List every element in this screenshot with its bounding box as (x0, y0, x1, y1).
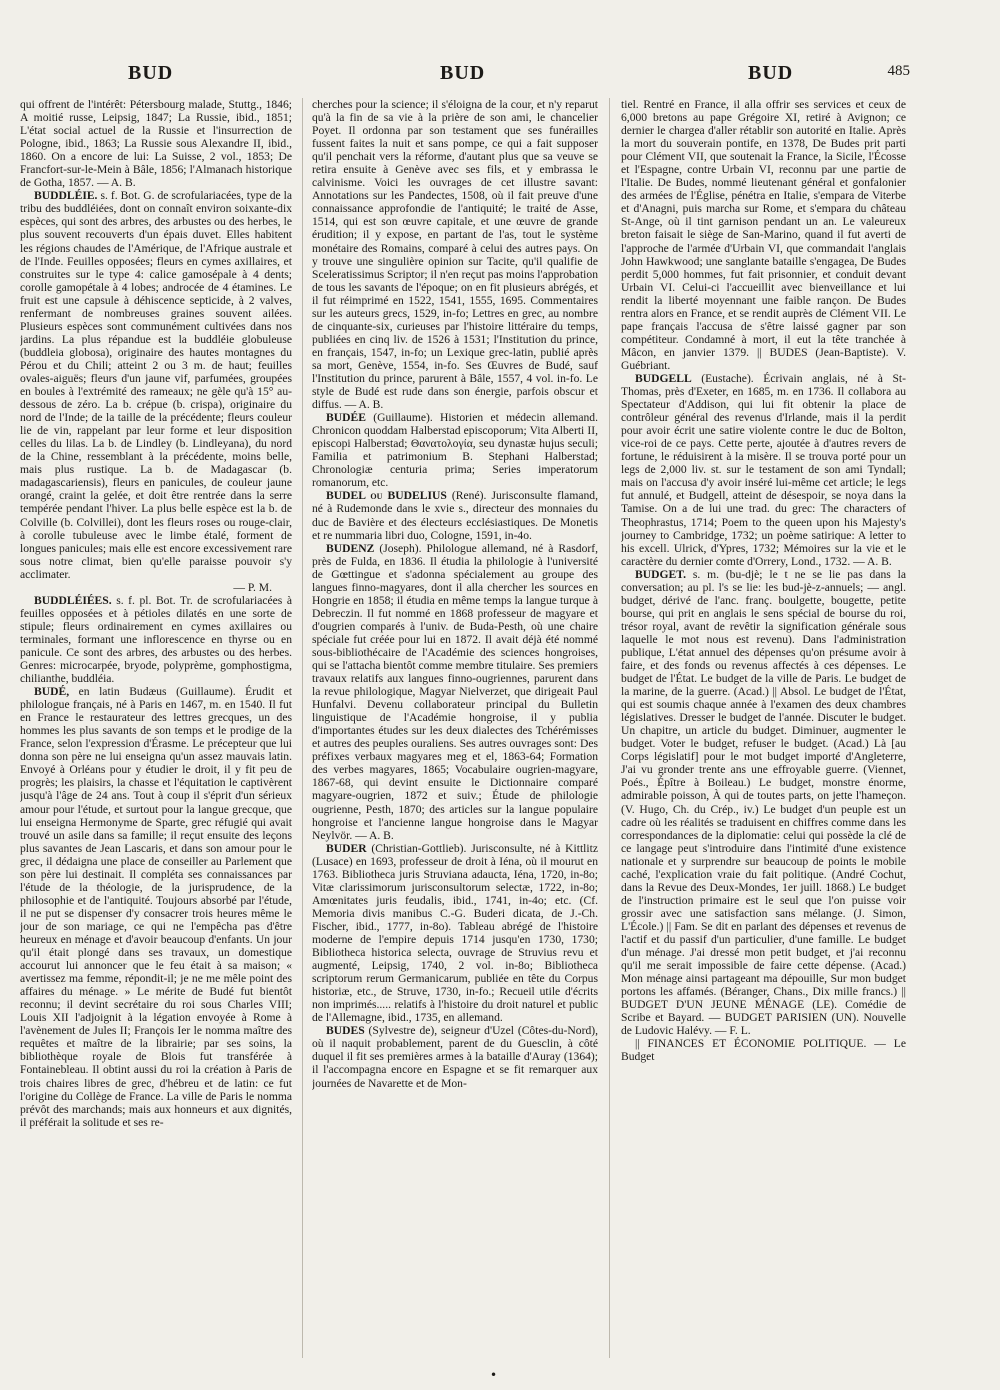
column-1 (20, 98, 292, 1388)
headword: BUDEL ou BUDELIUS (326, 489, 447, 503)
headword: BUDÉ, (34, 685, 70, 699)
entry-body: (René). Jurisconsulte flamand, né à Rudemonde dans le xvie s., directeur des monnaies du duc de Bavière et des électeurs ecclésiastiques. De Monetis et re nummaria libri duo, Cologne, 1591, in-4o. (312, 489, 598, 542)
entry-body: en latin Budæus (Guillaume). Érudit et philologue français, né à Paris en 1467, m. en 1540. Il fut en France le restaurateur des lettres grecques, un des hommes les plus savants de son temps et le prodige de la France, selon l'expression d'Érasme. Le précepteur que lui donna son père ne lui enseigna qu'un assez mauvais latin. Envoyé à Orléans pour y étudier le droit, il y fit peu de progrès; les plaisirs, la chasse et l'équitation le captivèrent jusqu'à l'âge de 24 ans. Tout à coup il s'éprit d'un sérieux amour pour l'étude, et surtout pour la langue grecque, que lui enseigna Hermonyme de Sparte, grec réfugié qui avait trouvé un asile dans sa famille; il reçut ensuite des leçons plus savantes de Jean Lascaris, et dans son amour pour le grec, il dédaigna une place de conseiller au Parlement que son père lui destinait. Il compléta ses connaissances par l'étude de la théologie, de la jurisprudence, de la philosophie et de l'antiquité. Toujours absorbé par l'étude, il ne put se dispenser d'y consacrer trois heures même le jour de son mariage, ce qui ne l'empêcha pas d'être heureux en ménage et d'avoir beaucoup d'enfants. Un jour qu'il était plongé dans ses travaux, un domestique accourut lui annoncer que le feu était à sa maison; « avertissez ma femme, répondit-il; je ne me mêle point des affaires du ménage. » Le mérite de Budé fut bientôt reconnu; il devint secrétaire du roi sous Charles VIII; Louis XII l'adjoignit à la légation envoyée à Rome à l'avènement de Jules II; François Ier le nomma maître des requêtes et maître de la librairie; par ses soins, la bibliothèque royale de Blois fut transférée à Fontainebleau. Il obtint aussi du roi la création à Paris de trois chaires libres de grec, d'hébreu et de latin: ce fut l'origine du Collège de France. La ville de Paris le nomma prévôt des marchands; mais aux honneurs et aux dignités, il préférait la solitude et ses re- (20, 685, 292, 1129)
column-3 (621, 98, 906, 1388)
entry-body: (Eustache). Écrivain anglais, né à St-Thomas, près d'Exeter, en 1685, m. en 1736. Il collabora au Spectateur d'Addison, qui lui fit obtenir la place de contrôleur général des revenus d'Irlande, mais il la perdit pour avoir écrit une satire violente contre le duc de Bolton, vice-roi de ce pays. Cette perte, ajoutée à d'autres revers de fortune, le réduisirent à la misère. Il se trouva porté pour un legs de 2,000 liv. st. sur le testament de son ami Tyndall; mais on l'accusa d'y avoir inséré lui-même cet article; le legs fut annulé, et Budgell, atteint de désespoir, se noya dans la Tamise. On a de lui une trad. du grec: The characters of Theophrastus, 1714; Poem to the queen upon his Majesty's journey to Cambridge, 1732; un poème satirique: A letter to his excell. Ulrick, d'Ypres, 1732; Mémoires sur la vie et le caractère du dernier comte d'Orrery, Lond., 1732. — A. B. (621, 371, 906, 568)
entry-body: (Sylvestre de), seigneur d'Uzel (Côtes-du-Nord), où il naquit probablement, parent de du Guesclin, à côté duquel il fit ses premières armes à la bataille d'Auray (1364); il l'accompagna encore en Espagne et se fit remarquer aux journées de Navarette et de Mon- (312, 1024, 598, 1090)
continued-paragraph: qui offrent de l'intérêt: Pétersbourg malade, Stuttg., 1846; A moitié russe, Leipsig, 1847; La Russie, ibid., 1851; L'état social actuel de la Russie et l'insurrection de Pologne, ibid., 1863; La Russie sous Alexandre II, ibid., 1860. On a encore de lui: La Suisse, 2 vol., 1853; De Francfort-sur-le-Mein à Bâle, 1856; l'Almanach historique de Gotha, 1857. — A. B. (20, 98, 292, 190)
headword: BUDGELL (635, 371, 692, 385)
entry-budes (312, 1024, 598, 1089)
entry-budget-finances: || FINANCES ET ÉCONOMIE POLITIQUE. — Le Budget (621, 1037, 906, 1064)
running-head-right: BUD (748, 62, 794, 84)
running-head-left: BUD (128, 62, 174, 84)
entry-body: s. m. (bu-djè; le t ne se lie pas dans la conversation; au pl. l's se lie: les bud-jè-z-annuels; — angl. budget, dérivé de l'anc. franç. boulgette, bougette, petite bourse, qui prit en anglais le sens spécial de bourse du roi, trésor royal, avant de revêtir la signification générale sous laquelle le mot nous est revenu). Dans l'administration publique, L'état annuel des dépenses qu'on présume avoir à faire, et des fonds ou revenus affectés à ces dépenses. Le budget de l'État. Le budget de la ville de Paris. Le budget de la marine, de la guerre. (Acad.) || Absol. Le budget de l'État, qui est soumis chaque année à l'examen des deux chambres législatives. Dresser le budget de l'année. Discuter le budget. Un chapitre, un article du budget. Diminuer, augmenter le budget. Voter le budget, refuser le budget. (Acad.) Là [au Corps législatif] pour le mot budget importé d'Angleterre, J'ai vu gronder trente ans une effroyable guerre. (Viennet, Poés., Épître à Boileau.) Le budget, monstre énorme, admirable poisson, À qui de toutes parts, on jette l'hameçon. (V. Hugo, Ch. du Crép., iv.) Le budget d'un peuple est un cadre où les réalités se traduisent en chiffres comme dans les correspondances de la diplomatie: celui qui possède la clé de ce langage peut s'introduire dans l'intimité d'une existence nationale et y surprendre sur beaucoup de points le mobile caché, l'explication vraie du fait politique. (André Cochut, dans la Revue des Deux-Mondes, 1er juill. 1868.) Le budget de l'instruction primaire est le seul que l'on puisse voir grossir avec une satisfaction sans mélange. (J. Simon, L'École.) || Fam. Se dit en parlant des dépenses et revenus de l'actif et du passif d'un particulier, d'une famille. Le budget d'un ménage. J'ai dressé mon petit budget, et j'ai reconnu qu'il me serait impossible de faire cette dépense. (Acad.) Mon ménage ainsi partageant ma dépouille, Sur mon budget portons les affamés. (Béranger, Chans., Dix mille francs.) || BUDGET D'UN JEUNE MÉNAGE (LE). Comédie de Scribe et Bayard. — BUDGET PARISIEN (UN). Nouvelle de Ludovic Halévy. — F. L. (621, 567, 906, 1038)
running-head-center: BUD (440, 62, 486, 84)
entry-signature: — P. M. (233, 580, 272, 594)
entry-body: (Joseph). Philologue allemand, né à Rasdorf, près de Fulda, en 1836. Il étudia la philologie à l'université de Gœttingue et s'adonna spécialement au groupe des langues finno-magyares, dont il alla chercher les sources en Hongrie en 1858; il étudia en même temps la langue turque à Debreczin. Il fut nommé en 1868 professeur de magyare et d'ougrien comparés à l'univ. de Buda-Pesth, où une chaire spéciale fut créée pour lui en 1872. Il avait déjà été nommé sous-bibliothécaire de l'Académie des sciences hongroises, qui se l'attacha bientôt comme membre titulaire. Ses premiers travaux relatifs aux langues finno-ougriennes, parurent dans la revue philologique, Magyar Nielverzet, que dirigeait Paul Hunfalvi. Devenu collaborateur principal du Bulletin linguistique de l'Académie hongroise, il y publia d'importantes études sur les deux dialectes des Tchérémisses et autres des peuples ouraliens. Ses autres ouvrages sont: Des préfixes verbaux magyares meg et el, 1863-64; Formation des verbes magyares, 1865; Vocabulaire ougrien-magyare, 1867-68, qui devint ensuite le Dictionnaire comparé magyare-ougrien, 1872 et suiv.; Étude de philologie ougrienne, Pesth, 1870; des articles sur la langue populaire hongroise et l'ancienne langue hongroise dans le Magyar Neylvör. — A. B. (312, 541, 598, 842)
headword: BUDENZ (326, 541, 375, 555)
headword: BUDDLÉIÉES. (34, 593, 112, 607)
entry-budenz (312, 542, 598, 842)
entry-body: (Christian-Gottlieb). Jurisconsulte, né à Kittlitz (Lusace) en 1693, professeur de droit à Iéna, où il mourut en 1763. Bibliotheca juris Struviana adaucta, Iéna, 1720, in-8o; Vitæ clarissimorum jurisconsultorum selectæ, 1722, in-8o; Amœnitates juris feudalis, ibid., 1741, in-4o; etc. (Cf. Memoria divis manibus C.-G. Buderi dicata, de J.-Ch. Fischer, ibid., 1777, in-8o). Tableau abrégé de l'histoire moderne de l'empire depuis 1714 jusqu'en 1730, 1730; Bibliotheca historica selecta, ouvrage de Struvius revu et augmenté, Leipsig, 1740, 2 vol. in-8o; Bibliotheca scriptorum rerum Germanicarum, publiée en tête du Corpus historiæ, etc., de Struve, 1730, in-fo.; Recueil utile d'écrits non imprimés..... relatifs à l'histoire du droit naturel et public de l'Allemagne, ibid., 1735, en allemand. (312, 841, 598, 1025)
entry-body: s. f. Bot. G. de scrofulariacées, type de la tribu des buddléiées, dont on connaît environ soixante-dix espèces, qui sont des arbres, des arbustes ou des herbes, le plus souvent recouverts d'un épais duvet. Elles habitent les régions chaudes de l'Amérique, de l'Afrique australe et de l'Inde. Feuilles opposées; fleurs en cymes axillaires, et construites sur le type 4: calice gamosépale à 4 dents; corolle gamopétale à 4 lobes; androcée de 4 étamines. Le fruit est une capsule à déhiscence septicide, à 2 valves, renfermant de nombreuses graines souvent ailées. Plusieurs espèces sont communément cultivées dans nos jardins. La plus répandue est la buddléie globuleuse (buddleia globosa), originaire des hautes montagnes du Pérou et du Chili; atteint 2 ou 3 m. de haut; feuilles ovales-aiguës; fleurs d'un jaune vif, parfumées, groupées en boules à l'extrémité des rameaux; ne gèle qu'à 15° au-dessous de zéro. La b. crépue (b. crispa), originaire du nord de l'Inde; de la taille de la précédente; fleurs couleur lie de vin, rappelant par leur forme et leur disposition celles du lilas. La b. de Lindley (b. Lindleyana), du nord de la Chine, ressemblant à la précédente, moins belle, mais plus rustique. La b. de Madagascar (b. madagascariensis), fleurs en panicules, de couleur jaune orangé, craint la gelée, et doit être rentrée dans la serre tempérée pendant l'hiver. La plus belle espèce est la b. de Colville (b. Colvillei), dont les fleurs roses ou rouge-clair, à corolle tubuleuse avec le limbe étalé, forment de longues panicules; mais elle est encore excessivement rare sous notre climat, bien qu'elle paraisse pouvoir s'y acclimater. (20, 189, 292, 581)
headword: BUDES (326, 1024, 365, 1038)
footer-mark: • (490, 1368, 498, 1382)
column-rule-right (609, 98, 610, 1358)
entry-budel (312, 489, 598, 541)
headword: BUDER (326, 841, 367, 855)
column-2 (312, 98, 598, 1388)
entry-buddleie (20, 189, 292, 580)
continued-paragraph: tiel. Rentré en France, il alla offrir ses services et ceux de 6,000 bretons au pape Grégoire XI, retiré à Avignon; ce dernier le chargea d'aller rétablir son autorité en Italie. Après la mort du souverain pontife, en 1378, De Budes prit parti pour Clément VII, que soutenait la France, la Sicile, l'Écosse et l'Espagne, contre Urbain VI, reconnu par une partie de l'Italie. De Budes, nommé lieutenant général et gonfalonier des armées de l'Église, pénétra en Italie, s'empara de Viterbe et d'Anagni, puis marcha sur Rome, et s'empara du château St-Ange, où il tint garnison pendant un an. Le valeureux breton faisait le siège de San-Marino, quand il fut averti de l'approche de l'armée d'Urbain VI, que commandait l'anglais John Hawkwood; une sanglante bataille s'engagea, De Budes perdit 5,000 hommes, fut fait prisonnier, et conduit devant Urbain VI. Celui-ci l'accueillit avec bienveillance et lui rendit la liberté moyennant une faible rançon. De Budes rentra alors en France, et se rendit auprès de Clément VII. Le pape français l'accusa de s'être laissé gagner par son compétiteur. Condamné à mort, il eut la tête tranchée à Mâcon, en janvier 1379. || BUDES (Jean-Baptiste). V. Guébriant. (621, 98, 906, 372)
entry-body: (Guillaume). Historien et médecin allemand. Chronicon quoddam Halberstad episcoporum; Vita Alberti II, episcopi Halberstad; Θανατολογία, seu dynastæ hujus seculi; Familia et patrimonium B. Stephani Halberstad; Chronologiæ centuria prima; Series imperatorum romanorum, etc. (312, 411, 598, 490)
entry-buddleiees (20, 594, 292, 685)
entry-budgell (621, 372, 906, 568)
headword: BUDÉE (326, 411, 366, 425)
page-number: 485 (887, 63, 910, 79)
continued-paragraph: cherches pour la science; il s'éloigna de la cour, et n'y reparut qu'à la fin de sa vie à la prière de son ami, le chancelier Poyet. Il ordonna par son testament que ses funérailles fussent faites la nuit et sans pompe, ce qui a fait supposer qu'il penchait vers la réforme, d'autant plus que sa veuve se retira ensuite à Genève avec ses fils, et y embrassa le calvinisme. Voici les ouvrages de cet illustre savant: Annotations sur les Pandectes, 1508, où il fait preuve d'une connaissance approfondie de l'antiquité; le traité de Asse, 1514, qui est son œuvre capitale, et une œuvre de grande érudition; il y expose, en partant de l'as, tout le système monétaire des Romains, comparé à celui des autres pays. On y trouve une singulière opinion sur Tacite, qu'il qualifie de Sceleratissimus Scriptor; il n'en reçut pas moins l'approbation de tous les savants de l'époque; on en fit plusieurs abrégés, et il fut réimprimé en 1522, 1541, 1555, 1695. Commentaires sur les auteurs grecs, 1529, in-fo; Lettres en grec, au nombre de cinquante-six, curieuses par l'histoire littéraire du temps, publiées en cinq liv. de 1526 à 1531; l'Institution du prince, en français, 1547, in-fo; un Lexique grec-latin, publié après sa mort, Genève, 1554, in-fo. Ses Œuvres de Budé, sauf l'Institution du prince, parurent à Bâle, 1557, 4 vol. in-fo. Le style de Budé est rude dans son énergie, parfois obscur et diffus. — A. B. (312, 98, 598, 412)
headword: BUDGET. (635, 567, 686, 581)
entry-budee (312, 411, 598, 489)
entry-bude (20, 685, 292, 1129)
entry-budget (621, 568, 906, 1038)
entry-buder (312, 842, 598, 1025)
entry-body: s. f. pl. Bot. Tr. de scrofulariacées à feuilles opposées et à pétioles dilatés en une sorte de stipule; fleurs ordinairement en cymes axillaires ou terminales, formant une inflorescence en thyrse ou en panicule. Ce sont des arbres, des arbustes ou des herbes. Genres: microcarpée, bryode, polyprème, gomphostigma, chilianthe, buddléia. (20, 593, 292, 686)
column-rule-left (302, 98, 303, 1358)
headword: BUDDLÉIE. (34, 189, 98, 203)
